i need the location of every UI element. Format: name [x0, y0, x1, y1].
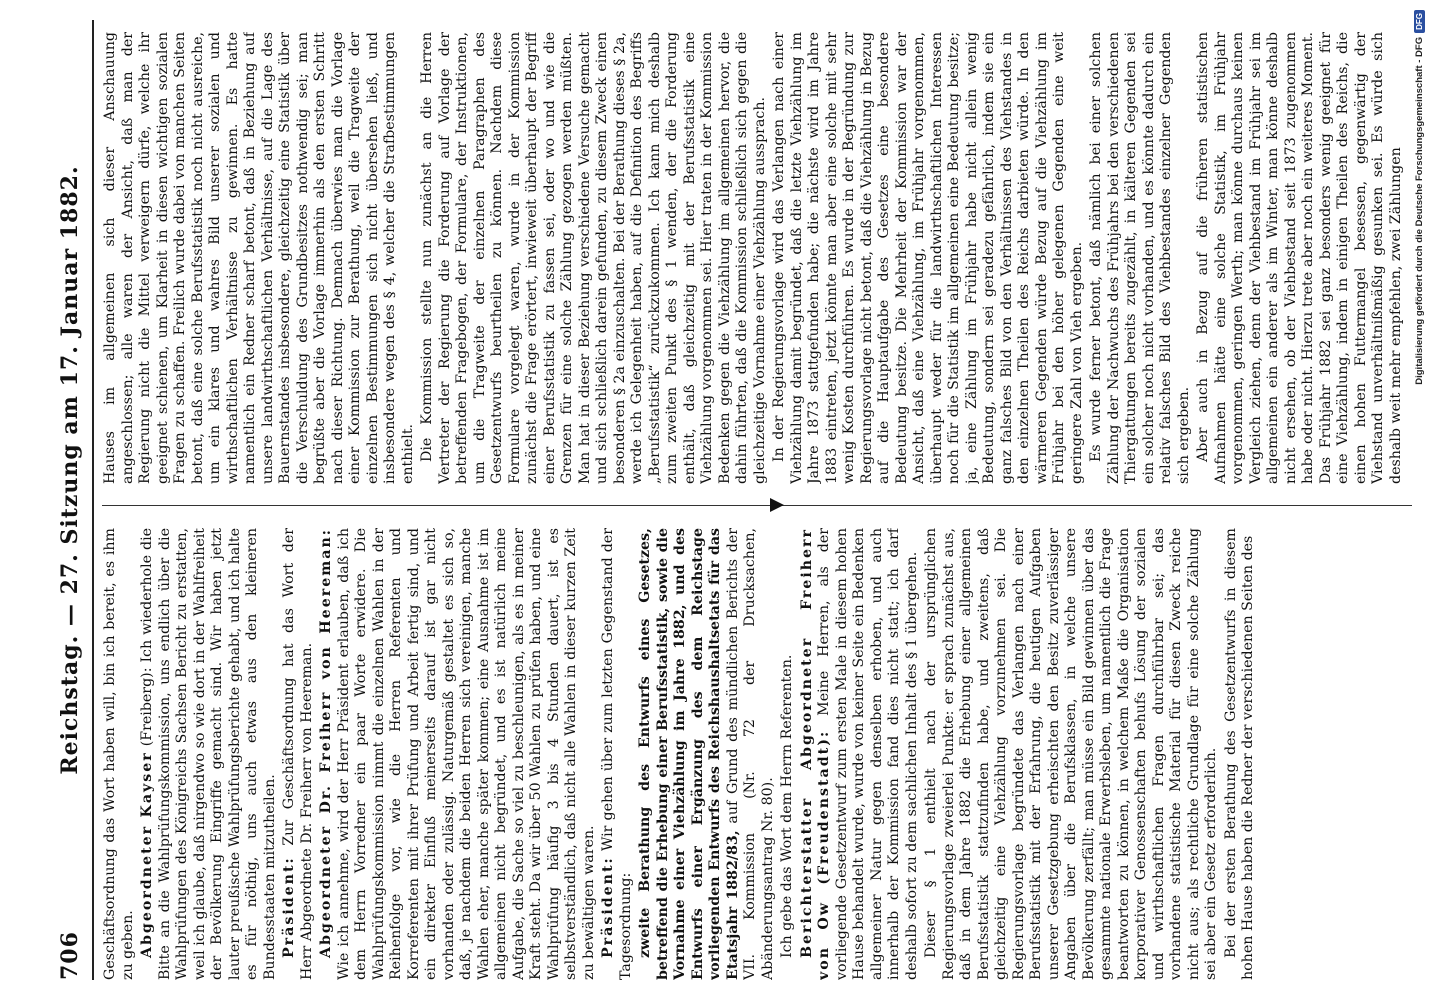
speech-text: Zur Geschäftsordnung hat das Wort der Herr Abgeordnete Dr. Freiherr von Heereman. — [281, 528, 315, 980]
page-title: Reichstag. — 27. Sitzung am 17. Januar 1882. — [57, 165, 83, 775]
paragraph: In der Regierungsvorlage wird das Verlangen nach einer Viehzählung damit begründet, daß die letzte Viehzählung im Jahre 1873 stattgefunden habe; die nächste wird im Jahre 1883 eintreten, jetzt könnte man aber eine solche mit sehr wenig Kosten durchführen. Es wurde in der Begründung zur Regierungsvorlage nicht betont, daß die Viehzählung in Bezug auf die Hauptaufgabe des Gesetzes eine besondere Bedeutung besitze. Die Mehrheit der Kommission war der Ansicht, daß eine Viehzählung, im Frühjahr vorgenommen, überhaupt weder für die landwirthschaftlichen Interessen noch für die Statistik im allgemeinen eine Bedeutung besitze; ja, eine Zählung im Frühjahr habe nicht allein wenig Bedeutung, sondern sei geradezu gefährlich, indem sie ein ganz falsches Bild von den Verhältnissen des Viehstandes in den einzelnen Theilen des Reichs darbieten würde. In den wärmeren Gegenden würde Bezug auf die Viehzählung im Frühjahr bei den höher gelegenen Gegenden eine weit geringere Zahl von Vieh ergeben. — [771, 32, 1085, 484]
column-divider — [102, 505, 1412, 506]
paragraph: Aber auch in Bezug auf die früheren statistischen Aufnahmen hätte eine solche Statistik, im Frühjahr vorgenommen, geringen Werth; man könne durchaus keinen Vergleich ziehen, denn der Viehbestand im Frühjahr sei im allgemeinen ein anderer als im Winter, man könne deshalb nicht ersehen, ob der Viehbestand seit 1873 zugenommen habe oder nicht. Hierzu trete aber noch ein weiteres Moment. Das Frühjahr 1882 sei ganz besonders wenig geeignet für eine Viehzählung, indem in einigen Theilen des Reichs, die einen hohen Futtermangel besessen, gegenwärtig der Viehstand unverhältnißmäßig gesunken sei. Es würde sich deshalb weit mehr empfehlen, zwei Zählungen — [1195, 32, 1404, 484]
agenda-title: zweite Berathung des Entwurfs eines Gesetzes, betreffend die Erhebung einer Berufsstatistik, sowie die Vornahme einer Viehzählung im Jahre 1882, und des Entwurfs einer Ergänzung des dem Reichstage vorliegenden Entwurfs des Reichshaushaltsetats für das Etatsjahr 1882/83, — [637, 528, 741, 980]
paragraph: Bei der ersten Berathung des Gesetzentwurfs in diesem hohen Hause haben die Redner der verschiedenen Seiten des — [1222, 528, 1256, 980]
document-page — [50, 20, 1430, 980]
speaker-name: Präsident: — [281, 856, 297, 958]
paragraph — [139, 528, 279, 980]
speaker-name: Abgeordneter Dr. Freiherr von Heereman: — [318, 528, 334, 958]
header-rule — [92, 20, 94, 980]
speech-text: Wir gehen über zum letzten Gegenstand der Tagesordnung: — [600, 528, 634, 980]
agenda-reference: auf Grund des mündlichen Berichts der VII. Kommission (Nr. 72 der Drucksachen, Abänderungsantrag Nr. 80). — [724, 528, 776, 980]
paragraph: Dieser § 1 enthielt nach der ursprünglichen Regierungsvorlage zweierlei Punkte: er sprach zunächst aus, daß in dem Jahre 1882 die Erhebung einer allgemeinen Berufsstatistik stattzufinden habe, und zweitens, daß gleichzeitig eine Viehzählung vorzunehmen sei. Die Regierungsvorlage begründete das Verlangen nach einer Berufsstatistik mit der Erfahrung, die heutigen Aufgaben unserer Gesetzgebung erheischten den Besitz zuverlässiger Angaben über die Berufsklassen, in welche unsere Bevölkerung zerfällt; man müsse ein Bild gewinnen über das gesammte nationale Erwerbsleben, um namentlich die Frage beantworten zu können, in welchem Maße die Organisation korporativer Genossenschaften behufs Lösung der sozialen und wirthschaftlichen Fragen durchführbar sei; das vorhandene statistische Material für diesen Zweck reiche nicht aus; als rechtliche Grundlage für eine solche Zählung sei aber ein Gesetz erforderlich. — [923, 528, 1219, 980]
paragraph: Geschäftsordnung das Wort haben will, bin ich bereit, es ihm zu geben. — [102, 528, 136, 980]
page-header — [50, 20, 90, 980]
paragraph: Es wurde ferner betont, daß nämlich bei einer solchen Zählung der Nachwuchs des Frühjahrs bei den verschiedenen Thiergattungen bereits zugezählt, in kälteren Gegenden sei ein solcher noch nicht vorhanden, und es könnte dadurch ein relativ falsches Bild des Viehbestandes einzelner Gegenden sich ergeben. — [1088, 32, 1192, 484]
paragraph — [318, 528, 598, 980]
paragraph — [799, 528, 922, 980]
agenda-item — [637, 528, 777, 980]
speech-text: (Freiberg): Ich wiederhole die Bitte an die Wahlprüfungskommission, uns endlich über die Wahlprüfungen des Königreichs Sachsen Bericht zu erstatten, weil ich glaube, daß nirgendwo so wie dort in der Wahlfreiheit der Bevölkerung Eingriffe gemacht sind. Wir haben jetzt lauter preußische Wahlprüfungsberichte gehabt, und ich halte es für nöthig, uns auch etwas aus den kleineren Bundesstaaten mitzutheilen. — [139, 528, 278, 980]
dfg-logo-icon: DFG — [1414, 10, 1425, 33]
paragraph — [600, 528, 635, 980]
dfg-watermark — [1408, 10, 1430, 600]
left-column — [102, 528, 1412, 980]
paragraph: Hauses im allgemeinen sich dieser Anschauung angeschlossen; alle waren der Ansicht, daß man der Regierung nicht die Mittel verweigern dürfe, welche ihr geeignet schienen, um Klarheit in diesen wichtigen sozialen Fragen zu schaffen. Freilich wurde dabei von manchen Seiten betont, daß eine solche Berufsstatistik noch nicht ausreiche, um ein klares und wahres Bild unserer sozialen und wirthschaftlichen Verhältnisse zu gewinnen. Es hatte namentlich ein Redner scharf betont, daß in Beziehung auf unsere landwirthschaftlichen Verhältnisse, auf die Lage des Bauernstandes insbesondere, gleichzeitig eine Statistik über die Verschuldung des Grundbesitzes nothwendig sei; man begrüßte aber die Vorlage immerhin als den ersten Schritt nach dieser Richtung. Demnach überwies man die Vorlage einer Kommission zur Berathung, weil die Tragweite der einzelnen Bestimmungen sich nicht übersehen ließ, und insbesondere wegen des § 4, welcher die Strafbestimmungen enthielt. — [102, 32, 416, 484]
paragraph — [281, 528, 316, 980]
speaker-name: Abgeordneter Kayser — [139, 751, 155, 958]
page-number: 706 — [57, 931, 83, 980]
paragraph: Ich gebe das Wort dem Herrn Referenten. — [779, 654, 795, 958]
watermark-text: Digitalisierung gefördert durch die Deutsche Forschungsgemeinschaft - DFG — [1413, 36, 1425, 385]
speech-text: Wie ich annehme, wird der Herr Präsident erlauben, daß ich dem Herrn Vorredner ein paar Worte erwidere. Die Wahlprüfungskommission nimmt die einzelnen Wahlen in der Reihenfolge vor, wie die Herren Referenten und Korreferenten mit ihrer Prüfung und Arbeit fertig sind, und ein direkter Einfluß meinerseits darauf ist gar nicht vorhanden oder zulässig. Naturgemäß gestaltet es sich so, daß, je nachdem die beiden Herren sich vereinigen, manche Wahlen eher, manche später kommen; eine Ausnahme ist im allgemeinen nicht begründet, und es ist natürlich meine Aufgabe, die Sache so viel zu beschleunigen, als es in meiner Kraft steht. Da wir über 50 Wahlen zu prüfen haben, und eine Wahlprüfung häufig 3 bis 4 Stunden dauert, ist es selbstverständlich, daß nicht alle Wahlen in dieser kurzen Zeit zu bewältigen waren. — [335, 528, 597, 980]
divider-marker-icon — [770, 498, 784, 512]
speaker-name: Berichterstatter Abgeordneter Freiherr von Ow (Freudenstadt): — [798, 528, 832, 980]
paragraph: Die Kommission stellte nun zunächst an die Herren Vertreter der Regierung die Forderung auf Vorlage der betreffenden Fragebogen, der Formulare, der Instruktionen, um die Tragweite der einzelnen Paragraphen des Gesetzentwurfs beurtheilen zu können. Nachdem diese Formulare vorgelegt waren, wurde in der Kommission zunächst die Frage erörtert, inwieweit überhaupt der Begriff einer Berufsstatistik zu fassen sei, oder wo und wie die Grenzen für eine solche Zählung gezogen werden müßten. Man hat in dieser Beziehung verschiedene Versuche gemacht und sich schließlich darein gefunden, zu diesem Zweck einen besonderen § 2a einzuschalten. Bei der Berathung dieses § 2a, werde ich Gelegenheit haben, auf die Definition des Begriffs „Berufsstatistik“ zurückzukommen. Ich kann mich deshalb zum zweiten Punkt des § 1 wenden, der die Forderung enthält, daß gleichzeitig mit der Berufsstatistik eine Viehzählung vorgenommen sei. Hier traten in der Kommission Bedenken gegen die Viehzählung im allgemeinen hervor, die dahin führten, daß die Kommission schließlich sich gegen die gleichzeitige Vornahme einer Viehzählung aussprach. — [419, 32, 768, 484]
speech-text: Meine Herren, als der vorliegende Gesetzentwurf zum ersten Male in diesem hohen Hause behandelt wurde, wurde von keiner Seite ein Bedenken allgemeiner Natur gegen denselben erhoben, und auch innerhalb der Kommission fand dies nicht statt; ich darf deshalb sofort zu dem sachlichen Inhalt des § 1 übergehen. — [816, 528, 920, 980]
right-column — [102, 32, 1412, 484]
speaker-name: Präsident: — [600, 856, 616, 958]
